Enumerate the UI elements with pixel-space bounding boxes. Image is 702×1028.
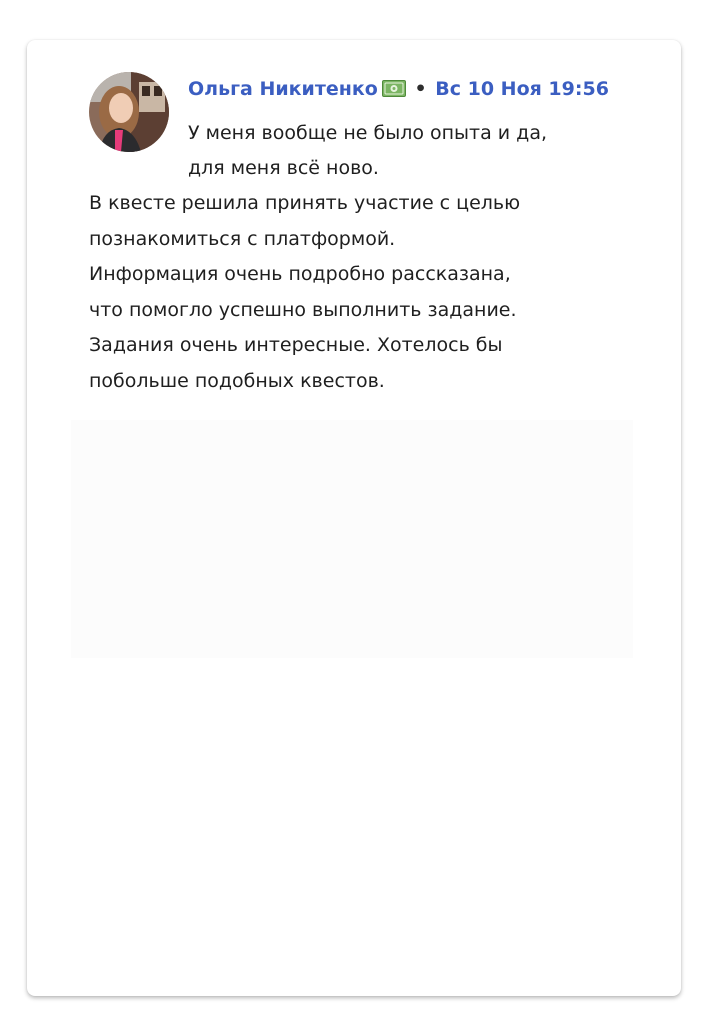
body-line: побольше подобных квестов. — [89, 369, 385, 392]
post-media-placeholder — [71, 420, 633, 658]
post-timestamp-link[interactable]: Вс 10 Ноя 19:56 — [435, 78, 609, 100]
intro-line: У меня вообще не было опыта и да, — [188, 122, 548, 144]
body-line: что помогло успешно выполнить задание. — [89, 298, 517, 321]
header-separator: • — [414, 78, 427, 100]
body-line: Задания очень интересные. Хотелось бы — [89, 334, 503, 356]
author-avatar[interactable] — [89, 72, 169, 152]
post-card — [27, 40, 681, 996]
body-line: познакомиться с платформой. — [89, 227, 396, 250]
body-line: Информация очень подробно рассказана, — [89, 263, 511, 285]
post-body-text — [89, 186, 649, 399]
body-line: В квесте решила принять участие с целью — [89, 192, 521, 214]
author-name-link[interactable]: Ольга Никитенко — [188, 78, 378, 100]
post-intro-text — [188, 116, 648, 186]
intro-line: для меня всё ново. — [188, 157, 379, 179]
post-header — [188, 74, 609, 106]
money-banknote-icon — [382, 76, 406, 106]
